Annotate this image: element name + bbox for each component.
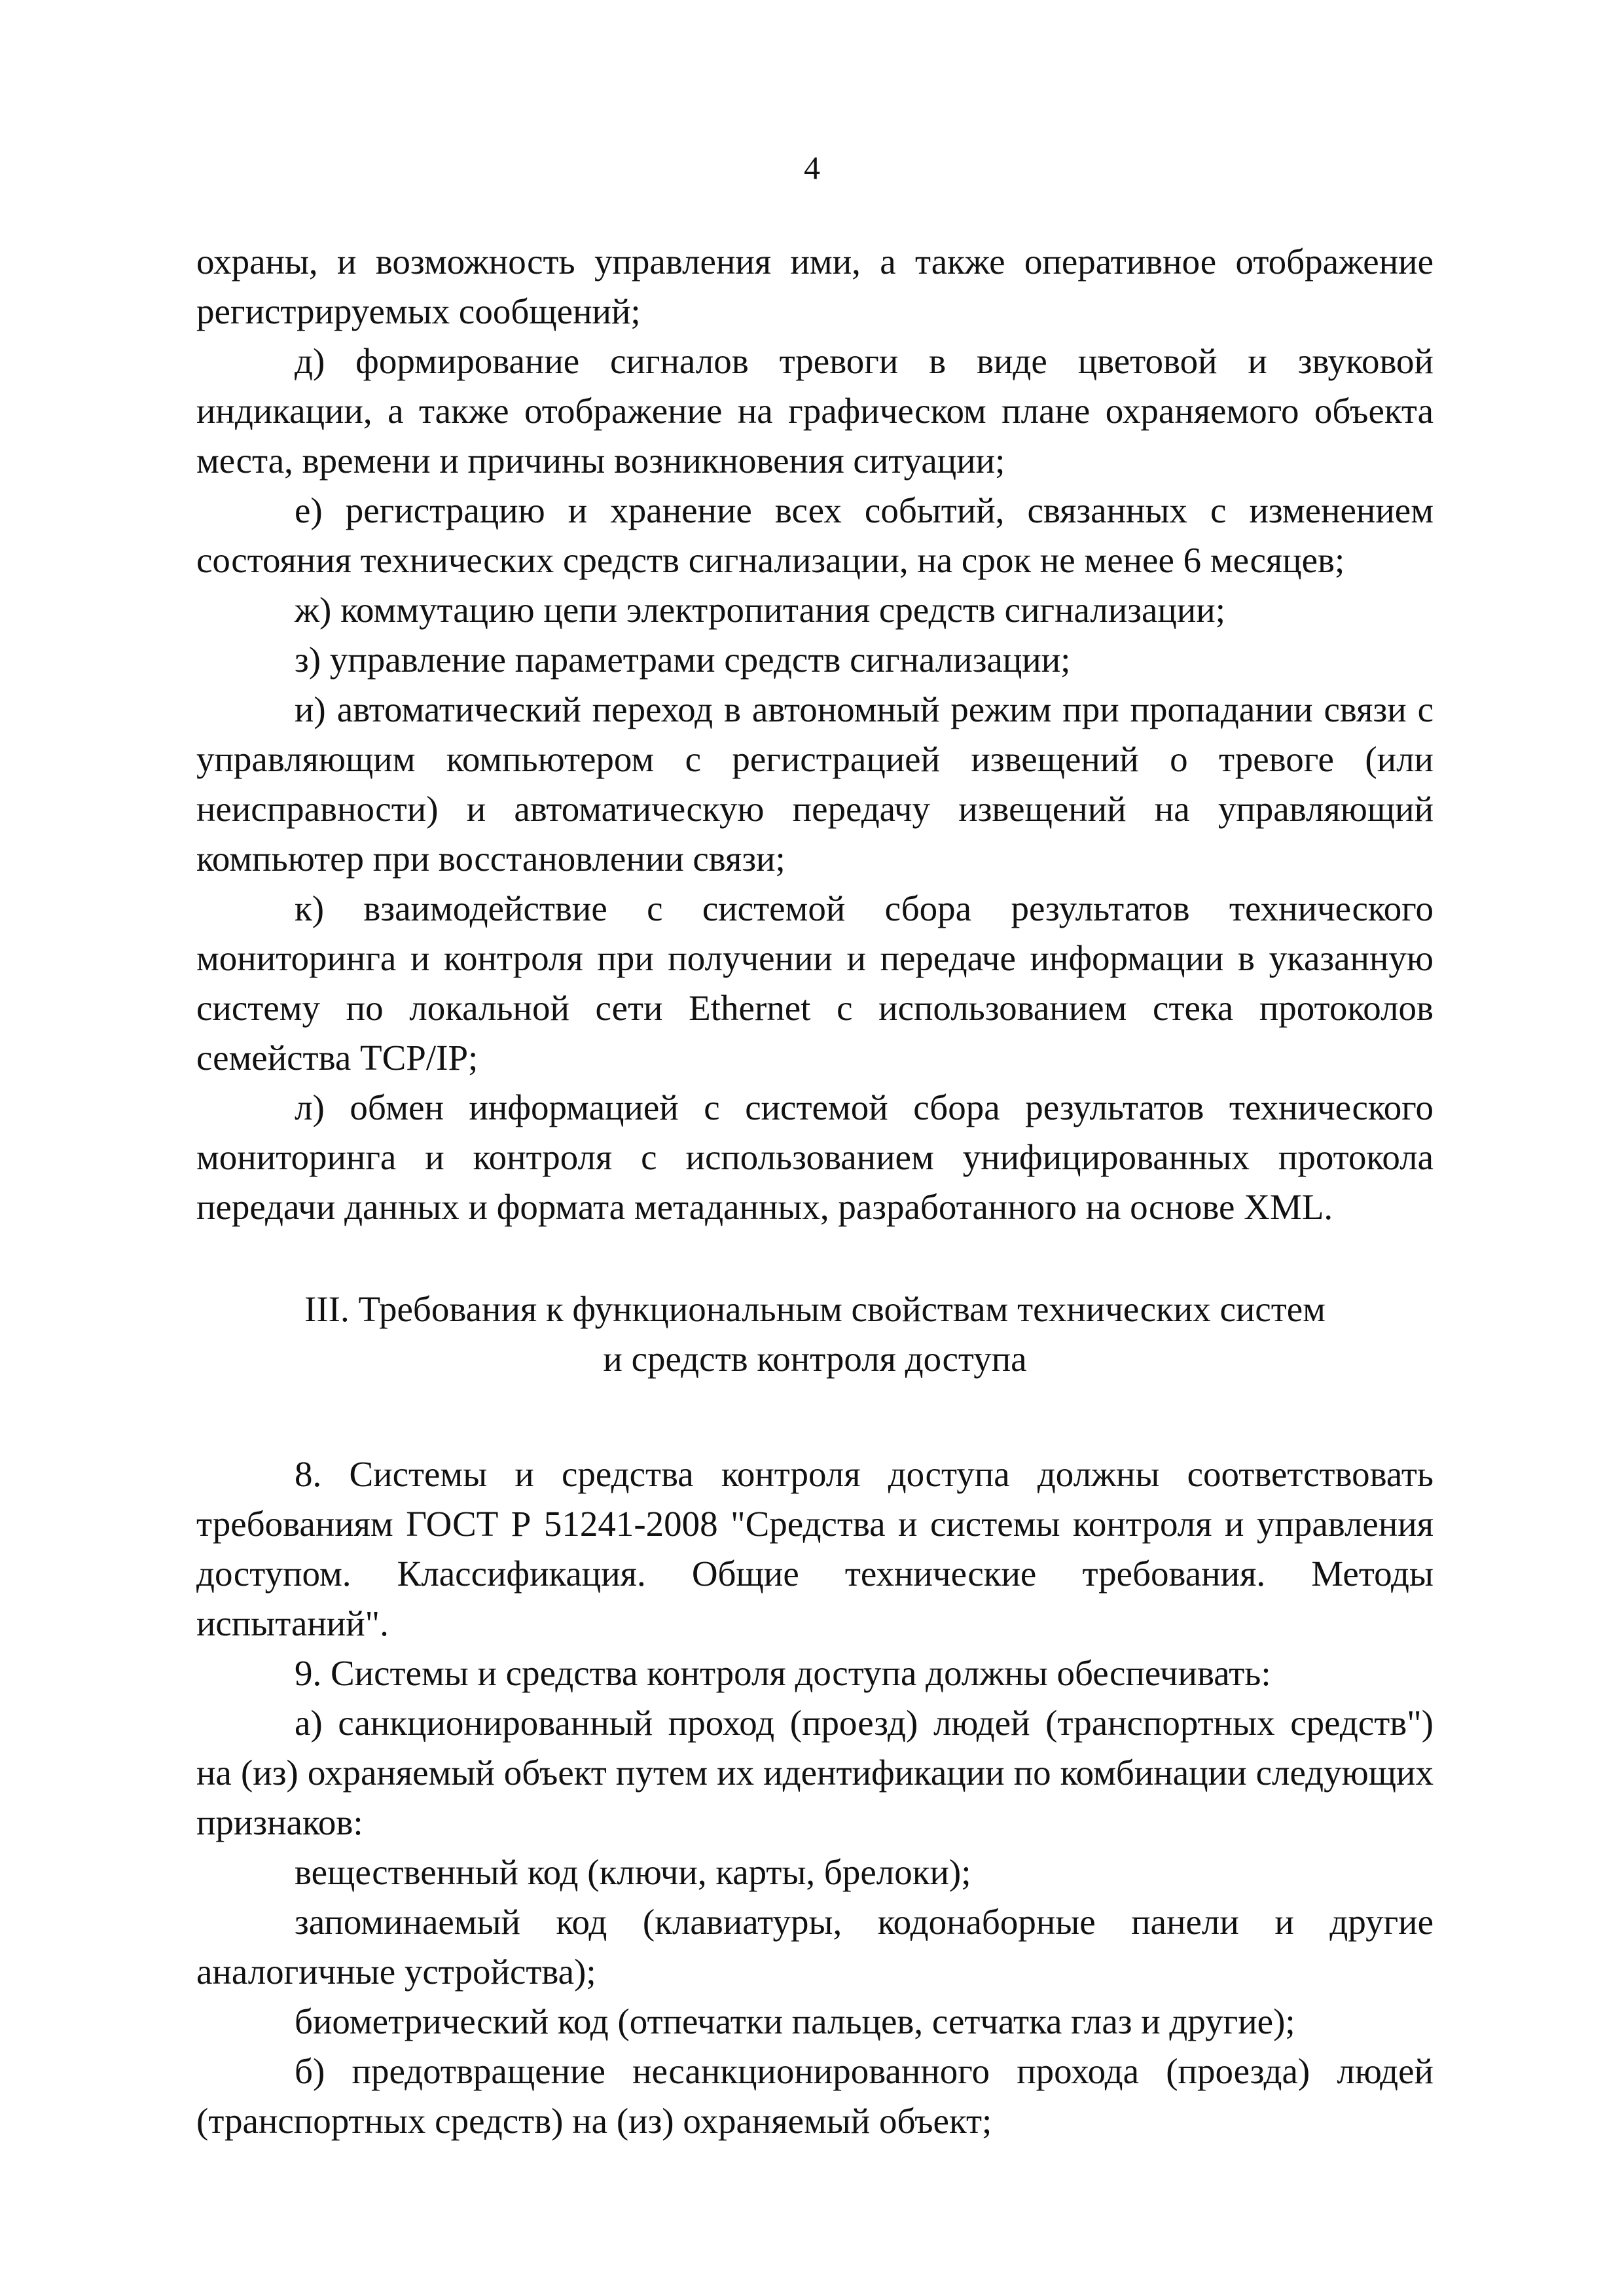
clause-9: 9. Системы и средства контроля доступа должны обеспечивать:: [295, 1653, 1271, 1693]
clause-9-subitem-physical-code: вещественный код (ключи, карты, брелоки);: [295, 1852, 971, 1892]
section-heading-line-2: и средств контроля доступа: [603, 1339, 1027, 1379]
list-item-e: е) регистрацию и хранение всех событий, связанных с изменением состояния технических средств сигнализации, на срок не менее 6 месяцев;: [196, 490, 1434, 580]
section-heading-line-1: III. Требования к функциональным свойствам технических систем: [304, 1289, 1326, 1329]
page-number: 4: [804, 149, 820, 186]
list-item-z: з) управление параметрами средств сигнализации;: [295, 640, 1071, 680]
list-item-i: и) автоматический переход в автономный режим при пропадании связи с управляющим компьютером с регистрацией извещений о тревоге (или неисправности) и автоматическую передачу извещений на управляющий компьютер при восстановлении связи;: [196, 689, 1434, 879]
clause-9-item-b: б) предотвращение несанкционированного прохода (проезда) людей (транспортных средств) на (из) охраняемый объект;: [196, 2051, 1434, 2141]
document-body: [196, 237, 1434, 2146]
clause-9-item-a: а) санкционированный проход (проезд) людей (транспортных средств") на (из) охраняемый объект путем их идентификации по комбинации следующих признаков:: [196, 1703, 1434, 1842]
section-heading: [196, 1285, 1434, 1384]
clause-9-subitem-biometric-code: биометрический код (отпечатки пальцев, сетчатка глаз и другие);: [295, 2001, 1295, 2041]
list-item-d: д) формирование сигналов тревоги в виде цветовой и звуковой индикации, а также отображение на графическом плане охраняемого объекта места, времени и причины возникновения ситуации;: [196, 341, 1434, 481]
clause-8: 8. Системы и средства контроля доступа должны соответствовать требованиям ГОСТ Р 51241-2008 "Средства и системы контроля и управления доступом. Классификация. Общие технические требования. Методы испытаний".: [196, 1454, 1434, 1643]
list-item-k: к) взаимодействие с системой сбора результатов технического мониторинга и контроля при получении и передаче информации в указанную систему по локальной сети Ethernet с использованием стека протоколов семейства TCP/IP;: [196, 888, 1434, 1078]
paragraph-continuation: охраны, и возможность управления ими, а также оперативное отображение регистрируемых сообщений;: [196, 242, 1434, 331]
list-item-zh: ж) коммутацию цепи электропитания средств сигнализации;: [295, 590, 1225, 630]
clause-9-subitem-memorized-code: запоминаемый код (клавиатуры, кодонаборные панели и другие аналогичные устройства);: [196, 1902, 1434, 1992]
list-item-l: л) обмен информацией с системой сбора результатов технического мониторинга и контроля с использованием унифицированных протокола передачи данных и формата метаданных, разработанного на основе XML.: [196, 1087, 1434, 1227]
